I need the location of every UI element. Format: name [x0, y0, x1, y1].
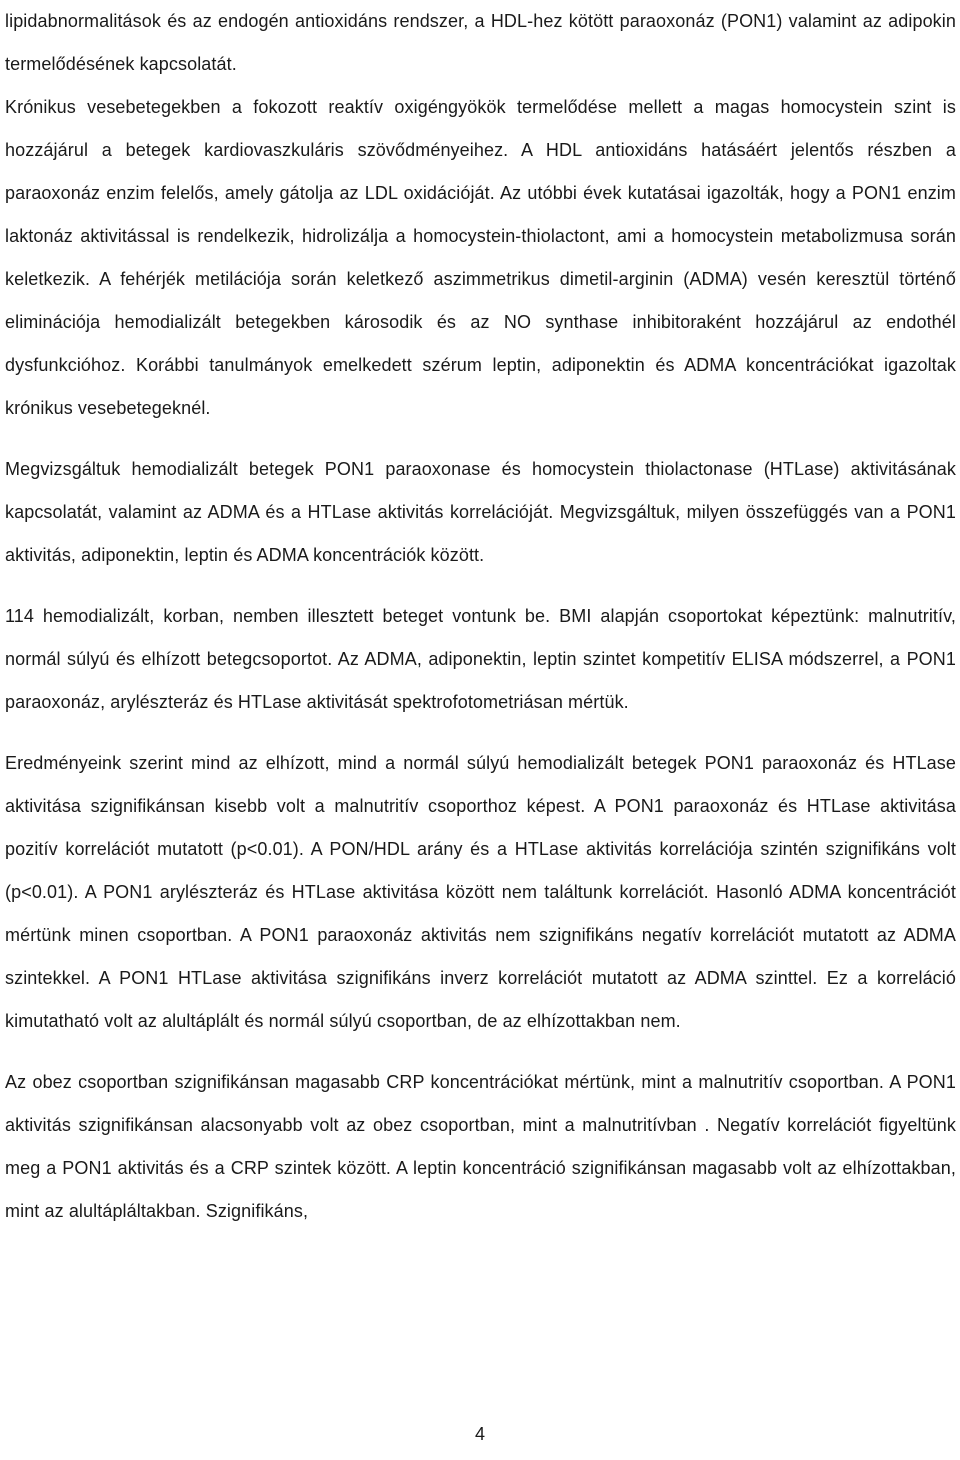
page-number: 4 — [474, 1424, 485, 1444]
paragraph-aims: Megvizsgáltuk hemodializált betegek PON1 paraoxonase és homocystein thiolactonase (HTLase) aktivitásának kapcsolatát, valamint az ADMA és a HTLase aktivitás korrelációját. Megvizsgáltuk, milyen összefüggés van a PON1 aktivitás, adiponektin, leptin és ADMA koncentrációk között. — [5, 459, 956, 565]
paragraph-results-obesity: Az obez csoportban szignifikánsan magasabb CRP koncentrációkat mértünk, mint a malnutritív csoportban. A PON1 aktivitás szignifikánsan alacsonyabb volt az obez csoportban, mint a malnutritívban . Negatív korrelációt figyeltünk meg a PON1 aktivitás és a CRP szintek között. A leptin koncentráció szignifikánsan magasabb volt az elhízottakban, mint az alultápláltakban. Szignifikáns, — [5, 1072, 956, 1221]
document-page — [5, 0, 956, 1233]
paragraph-background: Krónikus vesebetegekben a fokozott reaktív oxigéngyökök termelődése mellett a magas homocystein szint is hozzájárul a betegek kardiovaszkuláris szövődményeihez. A HDL antioxidáns hatásáért jelentős részben a paraoxonáz enzim felelős, amely gátolja az LDL oxidációját. Az utóbbi évek kutatásai igazolták, hogy a PON1 enzim laktonáz aktivitással is rendelkezik, hidrolizálja a homocystein-thiolactont, ami a homocystein metabolizmusa során keletkezik. A fehérjék metilációja során keletkező aszimmetrikus dimetil-arginin (ADMA) vesén keresztül történő eliminációja hemodializált betegekben károsodik és az NO synthase inhibitoraként hozzájárul az endothél dysfunkcióhoz. Korábbi tanulmányok emelkedett szérum leptin, adiponektin és ADMA koncentrációkat igazoltak krónikus vesebetegeknél. — [5, 97, 956, 418]
paragraph-methods: 114 hemodializált, korban, nemben illesztett beteget vontunk be. BMI alapján csoportokat képeztünk: malnutritív, normál súlyú és elhízott betegcsoportot. Az ADMA, adiponektin, leptin szintet kompetitív ELISA módszerrel, a PON1 paraoxonáz, arylészteráz és HTLase aktivitását spektrofotometriásan mértük. — [5, 606, 956, 712]
paragraph-results: Eredményeink szerint mind az elhízott, mind a normál súlyú hemodializált betegek PON1 paraoxonáz és HTLase aktivitása szignifikánsan kisebb volt a malnutritív csoporthoz képest. A PON1 paraoxonáz és HTLase aktivitása pozitív korrelációt mutatott (p<0.01). A PON/HDL arány és a HTLase aktivitás korrelációja szintén szignifikáns volt (p<0.01). A PON1 arylészteráz és HTLase aktivitása között nem találtunk korrelációt. Hasonló ADMA koncentrációt mértünk minen csoportban. A PON1 paraoxonáz aktivitás nem szignifikáns negatív korrelációt mutatott az ADMA szintekkel. A PON1 HTLase aktivitása szignifikáns inverz korrelációt mutatott az ADMA szinttel. Ez a korreláció kimutatható volt az alultáplált és normál súlyú csoportban, de az elhízottakban nem. — [5, 753, 956, 1031]
paragraph-intro-continuation: lipidabnormalitások és az endogén antioxidáns rendszer, a HDL-hez kötött paraoxonáz (PON1) valamint az adipokin termelődésének kapcsolatát. — [5, 11, 956, 74]
